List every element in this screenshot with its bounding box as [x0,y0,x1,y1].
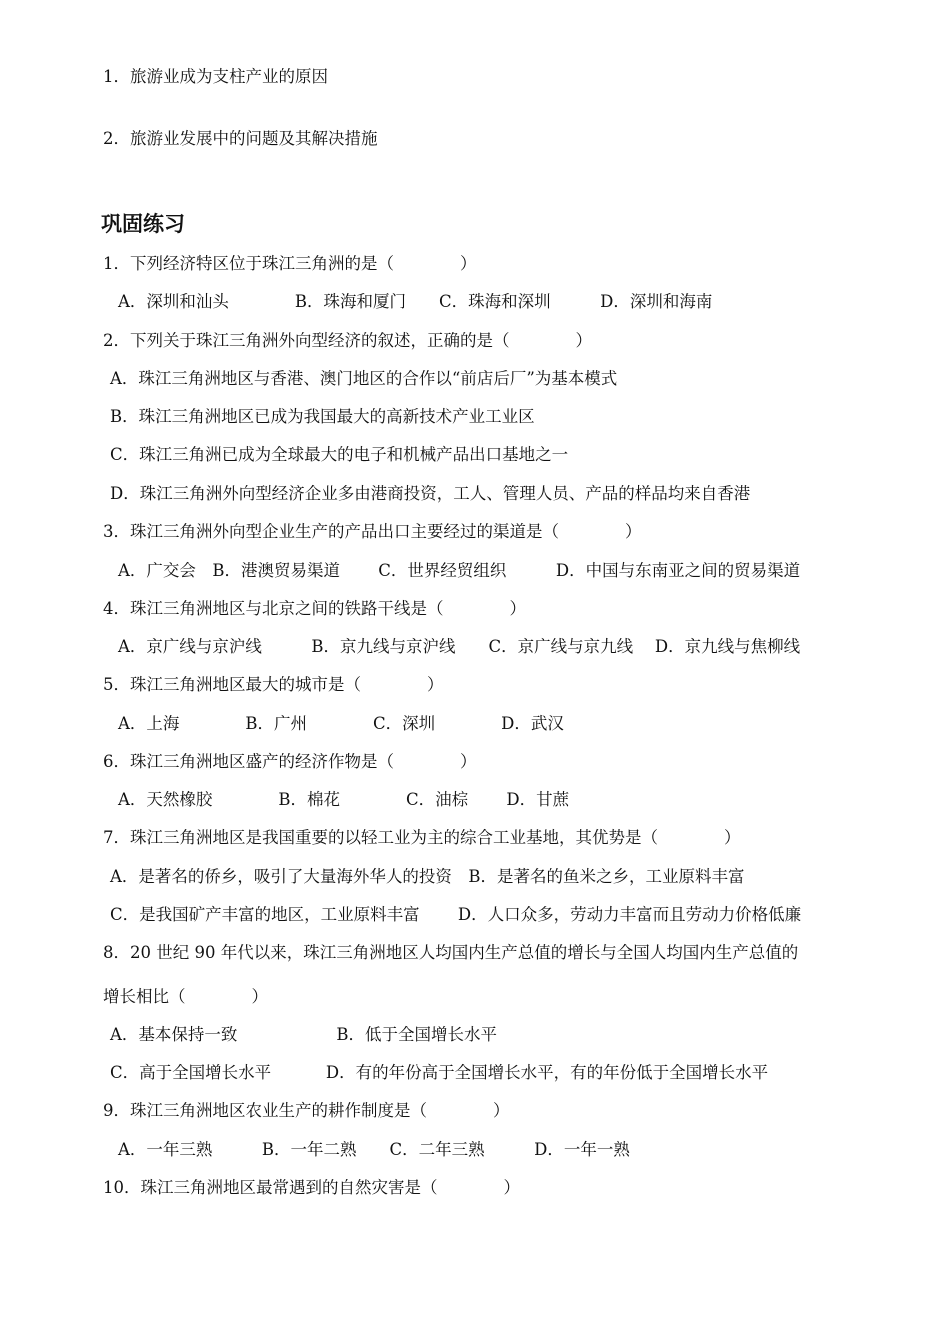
question-8-stem-line-1: 8．20 世纪 90 年代以来，珠江三角洲地区人均国内生产总值的增长与全国人均国内生产总值的 [103,943,799,962]
question-8-stem-line-2: 增长相比（ ） [103,987,268,1006]
question-2-option-b: B．珠江三角洲地区已成为我国最大的高新技术产业工业区 [110,407,535,426]
question-6-stem: 6．珠江三角洲地区盛产的经济作物是（ ） [103,752,477,771]
question-7-options-ab: A．是著名的侨乡，吸引了大量海外华人的投资 B．是著名的鱼米之乡，工业原料丰富 [110,867,745,886]
intro-item-2: 2．旅游业发展中的问题及其解决措施 [103,129,378,148]
question-3-stem: 3．珠江三角洲外向型企业生产的产品出口主要经过的渠道是（ ） [103,522,642,541]
question-7-options-cd: C．是我国矿产丰富的地区，工业原料丰富 D．人口众多，劳动力丰富而且劳动力价格低廉 [110,905,802,924]
question-3-options: A．广交会 B．港澳贸易渠道 C．世界经贸组织 D．中国与东南亚之间的贸易渠道 [118,561,801,580]
question-9-stem: 9．珠江三角洲地区农业生产的耕作制度是（ ） [103,1101,510,1120]
question-2-stem: 2．下列关于珠江三角洲外向型经济的叙述，正确的是（ ） [103,331,592,350]
question-2-option-d: D．珠江三角洲外向型经济企业多由港商投资，工人、管理人员、产品的样品均来自香港 [110,484,751,503]
question-5-options: A．上海 B．广州 C．深圳 D．武汉 [118,714,564,733]
question-7-stem: 7．珠江三角洲地区是我国重要的以轻工业为主的综合工业基地，其优势是（ ） [103,828,741,847]
question-10-stem: 10．珠江三角洲地区最常遇到的自然灾害是（ ） [103,1178,520,1197]
question-1-options: A．深圳和汕头 B．珠海和厦门 C．珠海和深圳 D．深圳和海南 [118,292,713,311]
question-4-options: A．京广线与京沪线 B．京九线与京沪线 C．京广线与京九线 D．京九线与焦柳线 [118,637,801,656]
question-9-options: A．一年三熟 B．一年二熟 C．二年三熟 D．一年一熟 [118,1140,630,1159]
question-2-option-c: C．珠江三角洲已成为全球最大的电子和机械产品出口基地之一 [110,445,569,464]
question-8-options-ab: A．基本保持一致 B．低于全国增长水平 [110,1025,498,1044]
question-5-stem: 5．珠江三角洲地区最大的城市是（ ） [103,675,444,694]
question-2-option-a: A．珠江三角洲地区与香港、澳门地区的合作以“前店后厂”为基本模式 [110,369,618,388]
question-6-options: A．天然橡胶 B．棉花 C．油棕 D．甘蔗 [118,790,570,809]
intro-item-1: 1．旅游业成为支柱产业的原因 [103,67,328,86]
question-8-options-cd: C．高于全国增长水平 D．有的年份高于全国增长水平，有的年份低于全国增长水平 [110,1063,769,1082]
question-4-stem: 4．珠江三角洲地区与北京之间的铁路干线是（ ） [103,599,526,618]
section-title: 巩固练习 [101,212,185,236]
question-1-stem: 1．下列经济特区位于珠江三角洲的是（ ） [103,254,477,273]
